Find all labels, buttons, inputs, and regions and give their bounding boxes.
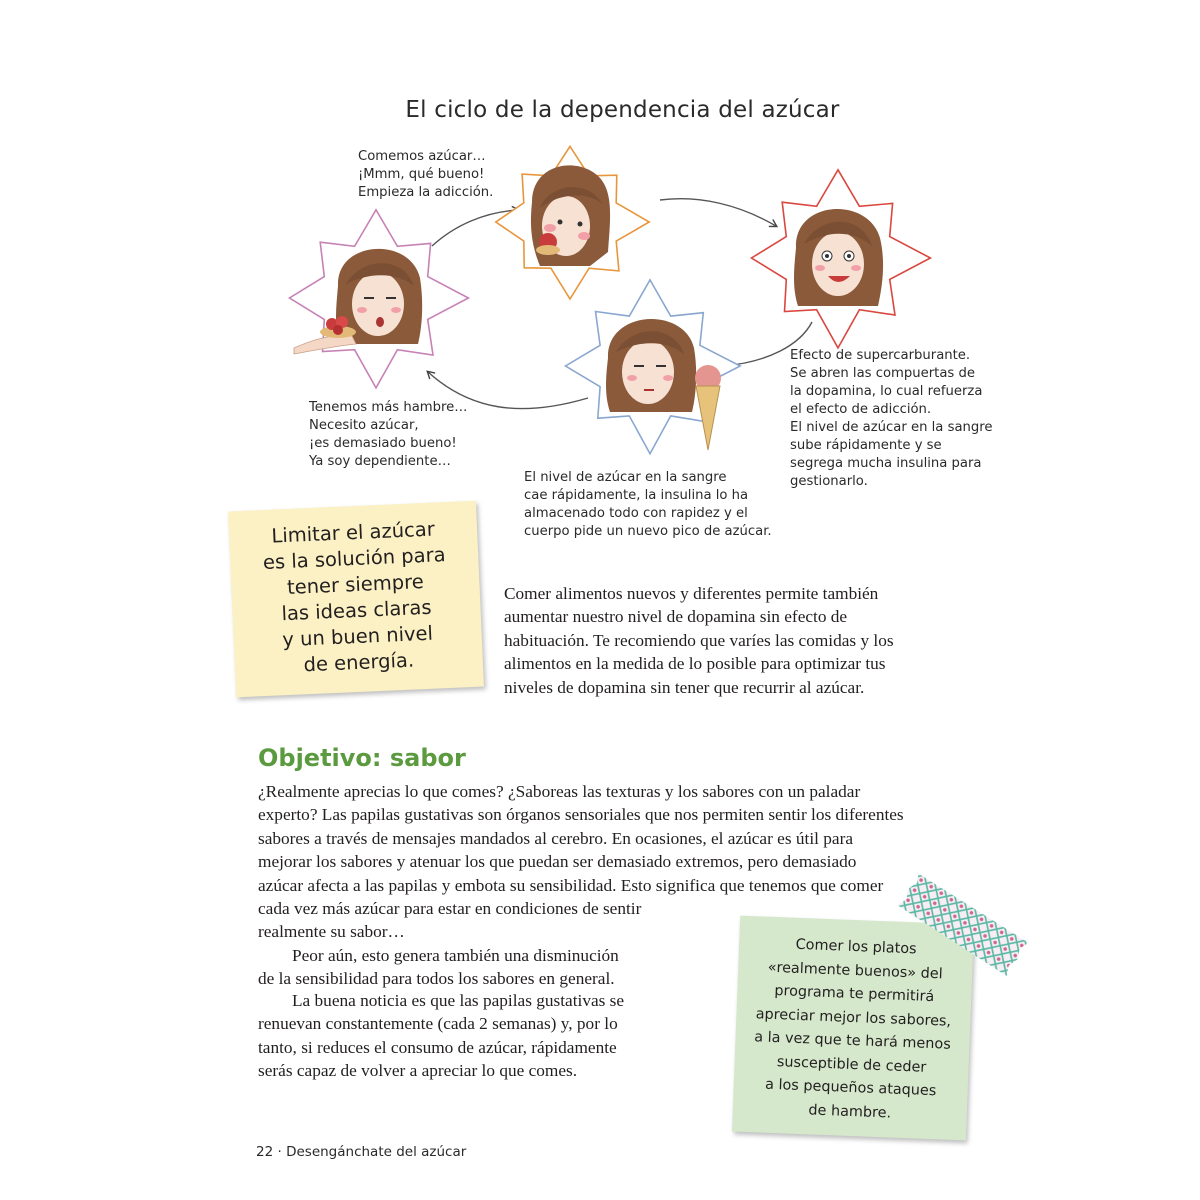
paragraph-line: de la sensibilidad para todos los sabores en general. (258, 969, 615, 989)
paragraph-line: azúcar afecta a las papilas y embota su sensibilidad. Esto significa que tenemos que comer (258, 875, 884, 895)
paragraph-line: alimentos en la medida de lo posible para optimizar tus (504, 654, 886, 674)
taste-paragraph-2 (258, 944, 619, 991)
caption-line: gestionarlo. (790, 474, 868, 489)
caption-line: ¡es demasiado bueno! (309, 436, 457, 451)
paragraph-line: ¿Realmente aprecias lo que comes? ¿Saboreas las texturas y los sabores con un paladar (258, 782, 861, 801)
diagram-title: El ciclo de la dependencia del azúcar (405, 97, 840, 123)
note-line: a la vez que te hará menos (753, 1029, 952, 1053)
caption-eating-sugar (358, 148, 493, 202)
face-eating-cake-illustration (531, 165, 610, 266)
caption-sugar-drop (524, 469, 772, 541)
note-line: «realmente buenos» del (767, 959, 943, 982)
caption-line: El nivel de azúcar en la sangre (790, 420, 993, 435)
note-line: tener siempre (286, 570, 425, 599)
paragraph-line: tanto, si reduces el consumo de azúcar, rápidamente (258, 1037, 617, 1057)
caption-line: el efecto de adicción. (790, 402, 932, 417)
caption-line: Efecto de supercarburante. (790, 348, 971, 363)
paragraph-line: Peor aún, esto genera también una disminución (292, 946, 619, 965)
section-heading: Objetivo: sabor (258, 744, 466, 772)
caption-line: Comemos azúcar… (358, 149, 486, 164)
note-line: y un buen nivel (281, 621, 434, 652)
cycle-arrow-top-to-right (660, 199, 776, 226)
caption-line: sube rápidamente y se (790, 438, 942, 453)
caption-line: almacenado todo con rapidez y el (524, 506, 748, 521)
paragraph-line: niveles de dopamina sin tener que recurrir al azúcar. (504, 677, 865, 697)
paragraph-line: aumentar nuestro nivel de dopamina sin efecto de (504, 607, 848, 627)
note-line: susceptible de ceder (776, 1053, 927, 1076)
paragraph-line: experto? Las papilas gustativas son órganos sensoriales que nos permiten sentir los diferentes (258, 805, 904, 825)
caption-line: Ya soy dependiente… (309, 454, 451, 469)
caption-line: Se abren las compuertas de (790, 366, 975, 381)
paragraph-line: sabores a través de mensajes mandados al cerebro. En ocasiones, el azúcar es útil para (258, 828, 853, 848)
note-line: de energía. (303, 648, 415, 677)
caption-line: ¡Mmm, qué bueno! (358, 167, 485, 182)
caption-line: cae rápidamente, la insulina lo ha (524, 488, 749, 503)
star-frame-bottom (566, 280, 741, 454)
dopamine-paragraph (504, 582, 894, 699)
caption-line: Tenemos más hambre… (309, 400, 468, 415)
paragraph-line: cada vez más azúcar para estar en condiciones de sentir (258, 899, 642, 919)
star-frame-left (290, 210, 469, 388)
note-line: las ideas claras (281, 595, 432, 626)
note-line: de hambre. (808, 1101, 892, 1122)
book-title: Desengánchate del azúcar (286, 1144, 467, 1160)
paragraph-line: habituación. Te recomiendo que varíes las comidas y los (504, 630, 894, 650)
paragraph-line: Comer alimentos nuevos y diferentes permite también (504, 584, 879, 603)
green-sticky-note (732, 916, 974, 1141)
star-frame-top (496, 146, 649, 299)
yellow-sticky-note (228, 501, 484, 698)
taste-paragraph-3 (258, 989, 624, 1083)
caption-supercharge-effect (790, 347, 993, 491)
note-line: programa te permitirá (774, 982, 935, 1006)
paragraph-line: La buena noticia es que las papilas gustativas se (292, 991, 625, 1010)
paragraph-line: renuevan constantemente (cada 2 semanas) y, por lo (258, 1014, 618, 1034)
footer-separator: · (277, 1144, 282, 1160)
caption-more-hunger (309, 399, 467, 471)
note-line: apreciar mejor los sabores, (755, 1005, 952, 1030)
caption-line: la dopamina, lo cual refuerza (790, 384, 983, 399)
page-footer (256, 1144, 466, 1160)
note-line: a los pequeños ataques (764, 1076, 937, 1100)
page-number: 22 (256, 1144, 274, 1160)
caption-line: El nivel de azúcar en la sangre (524, 470, 727, 485)
note-line: Limitar el azúcar (270, 517, 436, 548)
note-line: es la solución para (262, 543, 447, 575)
caption-line: Necesito azúcar, (309, 418, 419, 433)
note-line: Comer los platos (795, 936, 917, 958)
paragraph-line: realmente su sabor… (258, 922, 405, 942)
paragraph-line: mejorar los sabores y atenuar los que puedan ser demasiado extremos, pero demasiado (258, 852, 857, 872)
caption-line: Empieza la adicción. (358, 185, 494, 200)
caption-line: cuerpo pide un nuevo pico de azúcar. (524, 524, 772, 539)
paragraph-line: serás capaz de volver a apreciar lo que comes. (258, 1061, 578, 1081)
face-excited-illustration (794, 209, 883, 306)
star-frame-right (752, 170, 931, 348)
caption-line: segrega mucha insulina para (790, 456, 982, 471)
